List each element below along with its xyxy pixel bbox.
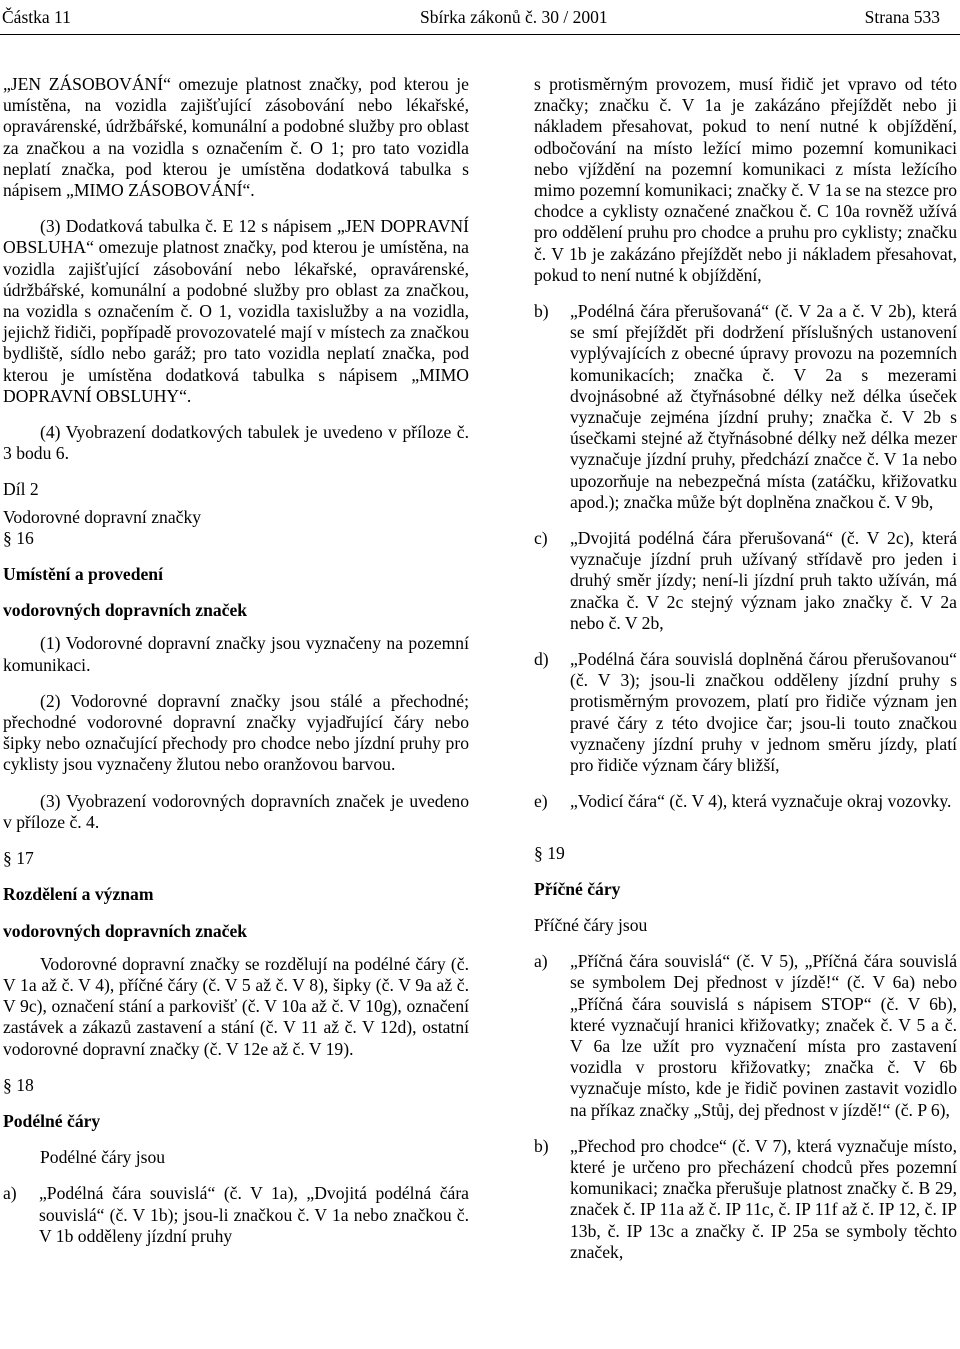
header-part: Částka 11 xyxy=(2,7,71,27)
item-text: „Dvojitá podélná čára přerušovaná“ (č. V 2c), která vyznačuje jízdní pruh užívaný střídavě pro jeden i druhý směr jízdy; není-li jízdní pruh takto užíván, má značka č. V 2c stejný význam jako značky č. V 2a nebo č. V 2b, xyxy=(570,528,957,633)
paragraph-continued: „JEN ZÁSOBOVÁNÍ“ omezuje platnost značky, pod kterou je umístěna, na vozidla zajišťující zásobování nebo lékařské, opravárenské, údržbářské, komunální a podobné služby pro oblast za značkou a na vozidla s označením č. O 1; pro tato vozidla neplatí značka, pod kterou je umístěna dodatková tabulka s nápisem „MIMO ZÁSOBOVÁNÍ“. xyxy=(3,74,469,201)
part-title: Vodorovné dopravní značky xyxy=(3,506,202,527)
item-text: „Přechod pro chodce“ (č. V 7), která vyznačuje místo, které je určeno pro přecházení chodců přes pozemní komunikaci; značka přerušuje platnost značky č. B 29, značek č. IP 11a až č. IP 11c, č. IP 11f až č. IP 12, č. IP 13b, č. IP 13c a značky č. IP 25a se symboly těchto značek, xyxy=(570,1135,957,1262)
section-18-sign: § 18 xyxy=(3,1074,34,1095)
header-collection: Sbírka zákonů č. 30 / 2001 xyxy=(420,7,608,27)
item-a-continued: s protisměrným provozem, musí řidič jet vpravo od této značky; značku č. V 1a je zakázáno přejíždět nebo ji nákladem přesahovat, pokud to není nutné k objíždění, odbočování na místo ležící mimo pozemní komunikaci nebo vjíždění na pozemní komunikaci z místa ležícího mimo pozemní komunikaci; značky č. V 1a se na stezce pro chodce a cyklisty označené značkou č. C 10a rovněž užívá pro oddělení pruhu pro chodce a pruhu pro cyklisty; značku č. V 1b je zakázáno přejíždět nebo ji nákladem přesahovat, pokud to není nutné k objíždění, xyxy=(534,74,957,285)
section-19-title: Příčné čáry xyxy=(534,878,621,899)
section-17-title-line1: Rozdělení a význam xyxy=(3,884,154,905)
section-16-sign: § 16 xyxy=(3,527,34,548)
section-18-title: Podélné čáry xyxy=(3,1110,101,1131)
section-18-intro: Podélné čáry jsou xyxy=(40,1147,166,1168)
section-16-title-line2: vodorovných dopravních značek xyxy=(3,600,248,621)
item-text: „Příčná čára souvislá“ (č. V 5), „Příčná čára souvislá se symbolem Dej přednost v jízdě!“ (č. V 6a) nebo „Příčná čára souvislá s nápisem STOP“ (č. V 6b), které vyznačují hranici křižovatky; značek č. V 5 a č. V 6a lze užít pro vyznačení místa pro zastavení vozidla v prostoru křižovatky; značka č. V 6b vyznačuje místo, kde je řidič povinen zastavit vozidlo na příkaz značky „Stůj, dej přednost v jízdě!“ (č. P 6), xyxy=(570,951,957,1120)
section-18-item-d xyxy=(534,649,957,776)
header-rule xyxy=(0,34,960,35)
section-19-item-a xyxy=(534,951,957,1121)
section-18-item-e xyxy=(534,791,957,812)
section-17-sign: § 17 xyxy=(3,848,34,869)
item-label: a) xyxy=(3,1183,17,1204)
header-page-number: Strana 533 xyxy=(864,7,940,27)
section-19-item-b xyxy=(534,1136,957,1263)
section-16-paragraph-3: (3) Vyobrazení vodorovných dopravních značek je uvedeno v příloze č. 4. xyxy=(3,790,469,832)
section-16-paragraph-1: (1) Vodorovné dopravní značky jsou vyznačeny na pozemní komunikaci. xyxy=(3,633,469,675)
item-text: „Podélná čára přerušovaná“ (č. V 2a a č. V 2b), která se smí přejíždět při dodržení příslušných ustanovení vyplývajících z obecné úpravy provozu na pozemních komunikacích; značka č. V 2a s mezerami dvojnásobné až čtyřnásobné délky než délka úseček vyznačuje zejména jízdní pruhy; značka č. V 2b s úsečkami stejné až čtyřnásobné délky než délka mezer vyznačuje jízdní pruhy, předchází značce č. V 1a nebo upozorňuje na nebezpečná místa (zatáčku, křižovatku apod.); značka může být doplněna značkou č. V 9b, xyxy=(570,301,957,512)
left-column xyxy=(3,74,469,1262)
item-label: a) xyxy=(534,951,548,972)
section-19-sign: § 19 xyxy=(534,842,565,863)
section-18-item-a xyxy=(3,1183,469,1247)
item-text: „Podélná čára souvislá doplněná čárou přerušovanou“ (č. V 3); jsou-li značkou odděleny jízdní pruhy s protisměrným provozem, platí pro řidiče význam jen pravé čáry z této dvojice čar; jsou-li touto značkou vyznačeny jízdní pruhy v jednom směru jízdy, platí pro řidiče význam čáry bližší, xyxy=(570,649,957,776)
section-16-title-line1: Umístění a provedení xyxy=(3,564,163,585)
page-header xyxy=(0,6,960,28)
item-label: e) xyxy=(534,791,548,812)
item-label: b) xyxy=(534,1135,549,1156)
part-label: Díl 2 xyxy=(3,479,39,500)
item-label: c) xyxy=(534,528,548,549)
section-17-paragraph: Vodorovné dopravní značky se rozdělují na podélné čáry (č. V 1a až č. V 4), příčné čáry (č. V 5 až č. V 8), šipky (č. V 9a až č. V 9c), označení stání a parkovišť (č. V 10a až č. V 10g), označení zastávek a zákazů zastavení a stání (č. V 11 až č. V 12d), ostatní vodorovné dopravní značky (č. V 12e až č. V 19). xyxy=(3,953,469,1059)
right-column xyxy=(534,74,957,1278)
item-text: „Podélná čára souvislá“ (č. V 1a), „Dvojitá podélná čára souvislá“ (č. V 1b); jsou-li značkou č. V 1a nebo značkou č. V 1b odděleny jízdní pruhy xyxy=(39,1183,469,1246)
paragraph-3: (3) Dodatková tabulka č. E 12 s nápisem „JEN DOPRAVNÍ OBSLUHA“ omezuje platnost značky, pod kterou je umístěna, na vozidla zajišťující zásobování nebo lékařské, opravárenské, údržbářské, komunální a podobné služby pro oblast za značkou, na vozidla s označením č. O 1, vozidla taxislužby a na vozidla, jejichž řidiči, popřípadě provozovatelé mají v místech za značkou bydliště, sídlo nebo garáž; pro tato vozidla neplatí značka, pod kterou je umístěna dodatková tabulka s nápisem „MIMO DOPRAVNÍ OBSLUHY“. xyxy=(3,216,469,406)
paragraph-4: (4) Vyobrazení dodatkových tabulek je uvedeno v příloze č. 3 bodu 6. xyxy=(3,422,469,464)
section-16-paragraph-2: (2) Vodorovné dopravní značky jsou stálé a přechodné; přechodné vodorovné dopravní značky vyjadřující čáry nebo šipky nebo označující přechody pro chodce nebo jízdní pruhy pro cyklisty jsou vyznačeny žlutou nebo oranžovou barvou. xyxy=(3,690,469,775)
section-18-item-b xyxy=(534,301,957,513)
item-label: d) xyxy=(534,649,549,670)
item-label: b) xyxy=(534,301,549,322)
item-text: „Vodicí čára“ (č. V 4), která vyznačuje okraj vozovky. xyxy=(570,791,952,812)
section-18-item-c xyxy=(534,528,957,634)
section-19-intro: Příčné čáry jsou xyxy=(534,914,648,935)
section-17-title-line2: vodorovných dopravních značek xyxy=(3,920,248,941)
